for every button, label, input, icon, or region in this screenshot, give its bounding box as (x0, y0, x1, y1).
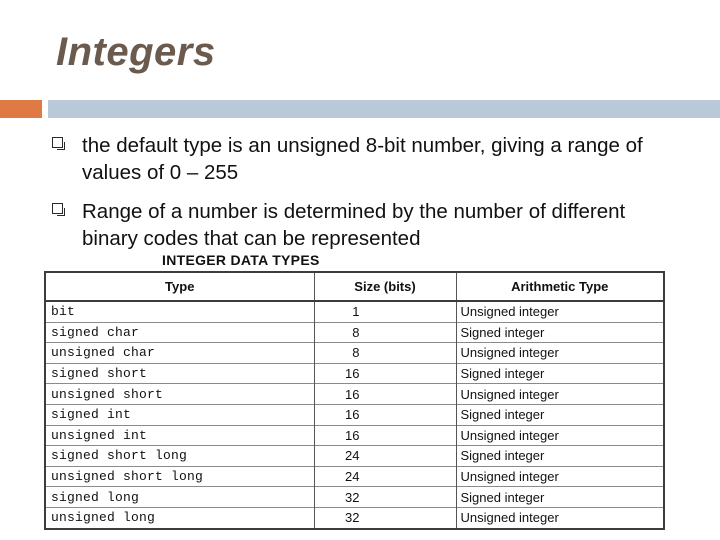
table-row (45, 487, 664, 508)
type-cell: unsigned long (45, 507, 314, 528)
type-cell: unsigned char (45, 343, 314, 364)
size-cell: 24 (314, 466, 456, 487)
arithmetic-type-cell: Unsigned integer (456, 507, 664, 528)
arithmetic-type-cell: Signed integer (456, 404, 664, 425)
size-cell: 16 (314, 363, 456, 384)
table-body (45, 301, 664, 529)
table-row (45, 363, 664, 384)
arithmetic-type-cell: Unsigned integer (456, 343, 664, 364)
type-cell: bit (45, 301, 314, 322)
arithmetic-type-cell: Signed integer (456, 322, 664, 343)
bullet-text: Range of a number is determined by the number of different binary codes that can be represented (82, 200, 626, 250)
type-cell: signed char (45, 322, 314, 343)
size-cell: 16 (314, 425, 456, 446)
type-cell: signed long (45, 487, 314, 508)
arithmetic-type-cell: Signed integer (456, 487, 664, 508)
size-cell: 8 (314, 343, 456, 364)
table-row (45, 446, 664, 467)
arithmetic-type-cell: Unsigned integer (456, 466, 664, 487)
integer-types-table (44, 271, 665, 530)
type-cell: unsigned short long (45, 466, 314, 487)
table-row (45, 507, 664, 528)
bullet-item (52, 132, 652, 186)
arithmetic-type-cell: Unsigned integer (456, 301, 664, 322)
table-row (45, 343, 664, 364)
square-bullet-icon (52, 137, 63, 148)
table-row (45, 322, 664, 343)
header-type: Type (45, 272, 314, 301)
size-cell: 32 (314, 487, 456, 508)
bullet-text: the default type is an unsigned 8-bit number, giving a range of values of 0 – 255 (82, 134, 643, 184)
size-cell: 16 (314, 404, 456, 425)
table-row (45, 425, 664, 446)
square-bullet-icon (52, 203, 63, 214)
table-row (45, 466, 664, 487)
arithmetic-type-cell: Unsigned integer (456, 425, 664, 446)
type-cell: signed short long (45, 446, 314, 467)
type-cell: signed short (45, 363, 314, 384)
size-cell: 32 (314, 507, 456, 528)
title-accent-bar (0, 100, 42, 118)
table-caption: INTEGER DATA TYPES (162, 252, 320, 268)
type-cell: signed int (45, 404, 314, 425)
arithmetic-type-cell: Unsigned integer (456, 384, 664, 405)
arithmetic-type-cell: Signed integer (456, 446, 664, 467)
type-cell: unsigned int (45, 425, 314, 446)
table-row (45, 301, 664, 322)
title-rule-bar (48, 100, 720, 118)
table-row (45, 404, 664, 425)
slide-title: Integers (56, 30, 216, 74)
header-size: Size (bits) (314, 272, 456, 301)
bullet-item (52, 198, 652, 252)
size-cell: 1 (314, 301, 456, 322)
header-arithmetic-type: Arithmetic Type (456, 272, 664, 301)
size-cell: 16 (314, 384, 456, 405)
type-cell: unsigned short (45, 384, 314, 405)
table-header-row (45, 272, 664, 301)
size-cell: 8 (314, 322, 456, 343)
table-row (45, 384, 664, 405)
arithmetic-type-cell: Signed integer (456, 363, 664, 384)
size-cell: 24 (314, 446, 456, 467)
